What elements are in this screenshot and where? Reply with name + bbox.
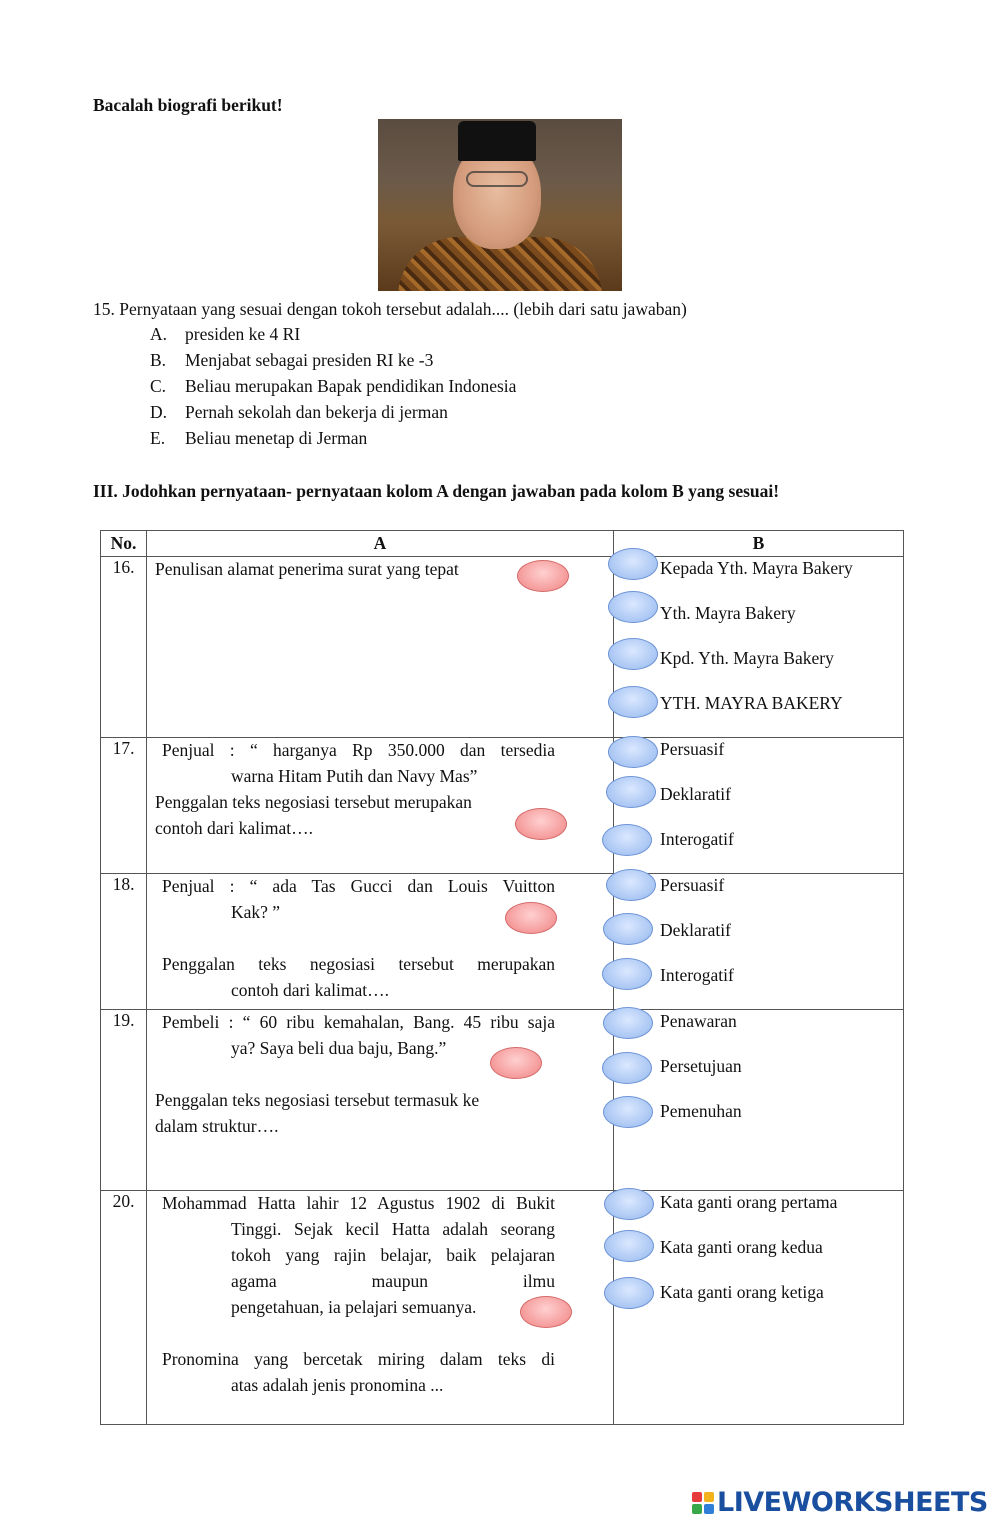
match-handle-a-19[interactable] (490, 1047, 542, 1079)
match-handle-b[interactable] (608, 638, 658, 670)
answer-17-option: Deklaratif (660, 784, 731, 804)
option-e: E. Beliau menetap di Jerman (150, 428, 368, 448)
statement-17-line: Penjual : “ harganya Rp 350.000 dan tersedia (162, 740, 555, 760)
statement-18-line: Penggalan teks negosiasi tersebut merupakan (162, 954, 555, 974)
match-handle-b[interactable] (606, 869, 656, 901)
match-handle-b[interactable] (603, 913, 653, 945)
answer-16-option: Kepada Yth. Mayra Bakery (660, 558, 853, 578)
brand-name: LIVEWORKSHEETS (717, 1487, 988, 1518)
statement-20-line: Tinggi. Sejak kecil Hatta adalah seorang (231, 1219, 555, 1239)
row-number: 18. (101, 874, 147, 1010)
match-handle-b[interactable] (603, 1007, 653, 1039)
option-b: B. Menjabat sebagai presiden RI ke -3 (150, 350, 434, 370)
liveworksheets-logo (692, 1487, 988, 1518)
match-handle-b[interactable] (608, 591, 658, 623)
answer-18-option: Persuasif (660, 875, 725, 895)
statement-20-line: tokoh yang rajin belajar, baik pelajaran (231, 1245, 555, 1265)
answer-17-option: Interogatif (660, 829, 734, 849)
answer-16-option: Yth. Mayra Bakery (660, 603, 796, 623)
option-d: D. Pernah sekolah dan bekerja di jerman (150, 402, 448, 422)
statement-20-line: Pronomina yang bercetak miring dalam teks di (162, 1349, 555, 1369)
intro-heading: Bacalah biografi berikut! (93, 95, 283, 115)
answer-19-option: Persetujuan (660, 1056, 742, 1076)
match-handle-b[interactable] (602, 958, 652, 990)
statement-19-line: Penggalan teks negosiasi tersebut termasuk ke (155, 1090, 480, 1110)
match-handle-b[interactable] (608, 686, 658, 718)
statement-19-line: dalam struktur…. (155, 1116, 279, 1136)
statement-20-line: pengetahuan, ia pelajari semuanya. (231, 1297, 477, 1317)
match-handle-a-17[interactable] (515, 808, 567, 840)
statement-20-line: agama maupun ilmu (231, 1271, 555, 1291)
answer-16-option: Kpd. Yth. Mayra Bakery (660, 648, 834, 668)
section-3-heading: III. Jodohkan pernyataan- pernyataan kolom A dengan jawaban pada kolom B yang sesuai! (93, 481, 780, 501)
match-handle-a-16[interactable] (517, 560, 569, 592)
match-handle-b[interactable] (608, 548, 658, 580)
answer-19-option: Penawaran (660, 1011, 737, 1031)
statement-20-line: Mohammad Hatta lahir 12 Agustus 1902 di Bukit (162, 1193, 555, 1213)
answer-18-option: Deklaratif (660, 920, 731, 940)
table-header-row (101, 531, 904, 557)
portrait-photo (378, 119, 622, 291)
match-handle-b[interactable] (604, 1188, 654, 1220)
answer-20-option: Kata ganti orang kedua (660, 1237, 823, 1257)
statement-17-line: warna Hitam Putih dan Navy Mas” (231, 766, 478, 786)
match-handle-b[interactable] (602, 824, 652, 856)
question-15: 15. Pernyataan yang sesuai dengan tokoh tersebut adalah.... (lebih dari satu jawaban) (93, 299, 687, 319)
match-handle-b[interactable] (604, 1230, 654, 1262)
answer-20-option: Kata ganti orang ketiga (660, 1282, 824, 1302)
statement-16: Penulisan alamat penerima surat yang tepat (155, 559, 459, 579)
header-b: B (614, 531, 904, 557)
option-c: C. Beliau merupakan Bapak pendidikan Indonesia (150, 376, 517, 396)
statement-17-line: contoh dari kalimat…. (155, 818, 313, 838)
answer-20-option: Kata ganti orang pertama (660, 1192, 838, 1212)
match-handle-a-20[interactable] (520, 1296, 572, 1328)
answer-17-option: Persuasif (660, 739, 725, 759)
statement-20-line: atas adalah jenis pronomina ... (231, 1375, 444, 1395)
statement-18-line: Penjual : “ ada Tas Gucci dan Louis Vuitton (162, 876, 555, 896)
answer-18-option: Interogatif (660, 965, 734, 985)
answer-19-option: Pemenuhan (660, 1101, 742, 1121)
option-a: A. presiden ke 4 RI (150, 324, 301, 344)
match-handle-b[interactable] (602, 1052, 652, 1084)
header-a: A (147, 531, 614, 557)
liveworksheets-logo-icon (692, 1492, 714, 1514)
statement-18-line: contoh dari kalimat…. (231, 980, 389, 1000)
match-handle-b[interactable] (604, 1277, 654, 1309)
row-number: 16. (101, 557, 147, 738)
answer-16-option: YTH. MAYRA BAKERY (660, 693, 843, 713)
match-handle-a-18[interactable] (505, 902, 557, 934)
row-number: 17. (101, 738, 147, 874)
header-no: No. (101, 531, 147, 557)
row-number: 20. (101, 1191, 147, 1425)
statement-19-line: Pembeli : “ 60 ribu kemahalan, Bang. 45 ribu saja (162, 1012, 555, 1032)
match-handle-b[interactable] (606, 776, 656, 808)
statement-18-line: Kak? ” (231, 902, 281, 922)
statement-19-line: ya? Saya beli dua baju, Bang.” (231, 1038, 447, 1058)
statement-17-line: Penggalan teks negosiasi tersebut merupakan (155, 792, 472, 812)
match-handle-b[interactable] (603, 1096, 653, 1128)
match-handle-b[interactable] (608, 736, 658, 768)
row-number: 19. (101, 1010, 147, 1191)
